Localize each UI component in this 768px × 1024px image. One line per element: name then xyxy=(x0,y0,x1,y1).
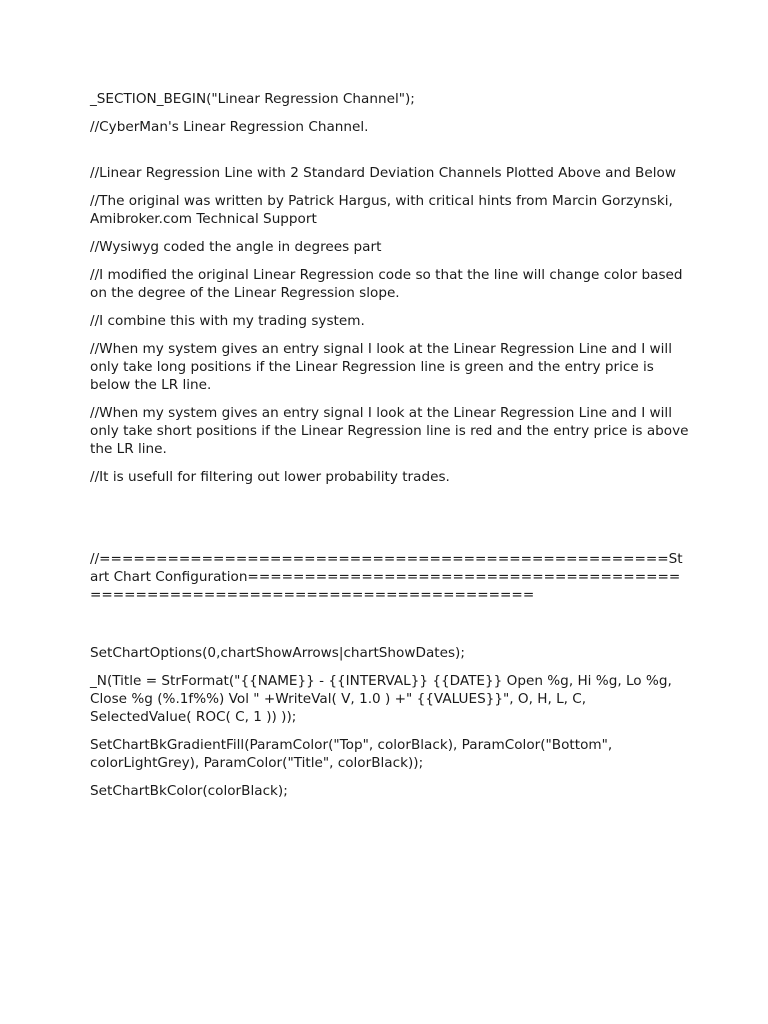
comment-filtering: //It is usefull for filtering out lower probability trades. xyxy=(90,469,450,485)
document-body xyxy=(90,90,693,800)
section-begin-line: _SECTION_BEGIN("Linear Regression Channel"); xyxy=(90,91,415,107)
comment-modified: //I modified the original Linear Regression code so that the line will change color based on the degree of the Linear Regression slope. xyxy=(90,267,687,301)
comment-wysiwyg: //Wysiwyg coded the angle in degrees part xyxy=(90,239,382,255)
title-format-line: _N(Title = StrFormat("{{NAME}} - {{INTERVAL}} {{DATE}} Open %g, Hi %g, Lo %g, Close %g (%.1f%%) Vol " +WriteVal( V, 1.0 ) +" {{VALUES}}", O, H, L, C, SelectedValue( ROC( C, 1 )) )); xyxy=(90,673,677,725)
comment-title: //CyberMan's Linear Regression Channel. xyxy=(90,119,369,135)
comment-description: //Linear Regression Line with 2 Standard Deviation Channels Plotted Above and Below xyxy=(90,165,676,181)
comment-credits: //The original was written by Patrick Hargus, with critical hints from Marcin Gorzynski, Amibroker.com Technical Support xyxy=(90,193,678,227)
set-chart-options-line: SetChartOptions(0,chartShowArrows|chartShowDates); xyxy=(90,645,465,661)
comment-long-positions: //When my system gives an entry signal I look at the Linear Regression Line and I will only take long positions if the Linear Regression line is green and the entry price is below the LR line. xyxy=(90,341,677,393)
chart-configuration-divider: //==================================================Start Chart Configuration============================================================================= xyxy=(90,551,683,603)
comment-short-positions: //When my system gives an entry signal I look at the Linear Regression Line and I will only take short positions if the Linear Regression line is red and the entry price is above the LR line. xyxy=(90,405,693,457)
comment-combine: //I combine this with my trading system. xyxy=(90,313,365,329)
gradient-fill-line: SetChartBkGradientFill(ParamColor("Top", colorBlack), ParamColor("Bottom", colorLightGrey), ParamColor("Title", colorBlack)); xyxy=(90,737,617,771)
background-color-line: SetChartBkColor(colorBlack); xyxy=(90,783,288,799)
